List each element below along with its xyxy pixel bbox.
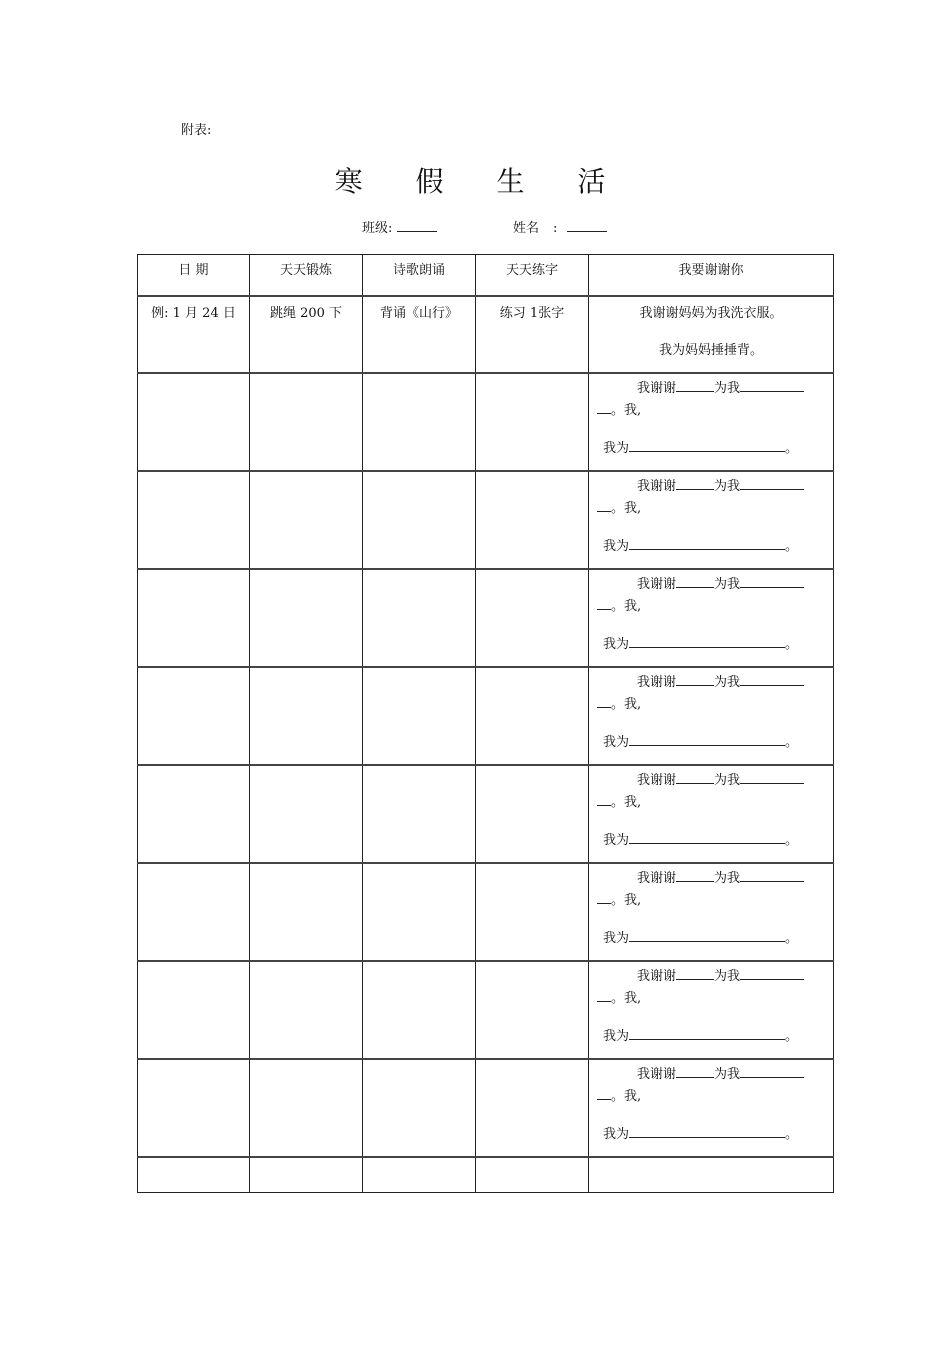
date-cell[interactable] [138,765,250,863]
exercise-cell[interactable] [250,961,363,1059]
thanks-blank-return[interactable] [629,1124,785,1138]
writing-cell[interactable] [476,1059,589,1157]
thanks-blank-cont[interactable] [597,1086,611,1100]
thanks-line1 [597,1064,829,1086]
exercise-cell[interactable] [250,471,363,569]
thanks-template [589,472,833,558]
thanks-part5: 。 [785,735,799,750]
attachment-note: 附表: [181,123,212,138]
thanks-line3 [597,732,829,754]
table-row [138,471,834,569]
thanks-blank-who[interactable] [676,476,714,490]
thanks-part1: 我谢谢 [637,1067,677,1082]
example-exercise: 跳绳 200 下 [250,296,363,373]
thanks-line1 [597,574,829,596]
thanks-part2: 为我 [714,1067,741,1082]
thanks-part4: 我为 [603,1127,630,1142]
thanks-part3: 。我, [611,697,642,712]
example-writing: 练习 1张字 [476,296,589,373]
table-row [138,863,834,961]
thanks-blank-what[interactable] [740,1064,804,1078]
thanks-blank-what[interactable] [740,868,804,882]
thanks-cell[interactable] [589,569,834,667]
exercise-cell[interactable] [250,1157,363,1193]
thanks-line2 [597,694,829,716]
thanks-blank-who[interactable] [676,672,714,686]
thanks-part2: 为我 [714,577,741,592]
thanks-part2: 为我 [714,479,741,494]
example-row [138,296,834,373]
date-cell[interactable] [138,863,250,961]
thanks-blank-cont[interactable] [597,498,611,512]
writing-cell[interactable] [476,765,589,863]
thanks-template [589,962,833,1048]
thanks-cell[interactable] [589,863,834,961]
thanks-line3 [597,830,829,852]
thanks-line2 [597,890,829,912]
class-label: 班级: [362,221,393,236]
example-thanks-line2: 我为妈妈捶捶背。 [658,343,763,358]
thanks-line3 [597,438,829,460]
thanks-blank-what[interactable] [740,672,804,686]
example-thanks [589,296,834,373]
date-cell[interactable] [138,1157,250,1193]
class-field [362,217,437,236]
date-cell[interactable] [138,1059,250,1157]
thanks-blank-what[interactable] [740,476,804,490]
writing-cell[interactable] [476,471,589,569]
thanks-part4: 我为 [603,735,630,750]
thanks-line3 [597,536,829,558]
table-row [138,765,834,863]
thanks-cell[interactable] [589,471,834,569]
thanks-blank-return[interactable] [629,830,785,844]
thanks-blank-cont[interactable] [597,596,611,610]
thanks-part1: 我谢谢 [637,577,677,592]
thanks-blank-cont[interactable] [597,988,611,1002]
thanks-blank-what[interactable] [740,574,804,588]
table-row [138,667,834,765]
date-cell[interactable] [138,569,250,667]
thanks-part4: 我为 [603,637,630,652]
date-cell[interactable] [138,961,250,1059]
thanks-part3: 。我, [611,403,642,418]
thanks-part5: 。 [785,637,799,652]
poem-cell[interactable] [363,569,476,667]
thanks-part1: 我谢谢 [637,381,677,396]
thanks-part1: 我谢谢 [637,773,677,788]
thanks-part3: 。我, [611,1089,642,1104]
header-poem: 诗歌朗诵 [363,255,476,297]
thanks-part3: 。我, [611,795,642,810]
header-exercise: 天天锻炼 [250,255,363,297]
poem-cell[interactable] [363,373,476,471]
thanks-template [589,766,833,852]
thanks-template [589,374,833,460]
exercise-cell[interactable] [250,569,363,667]
thanks-blank-return[interactable] [629,438,785,452]
thanks-part4: 我为 [603,1029,630,1044]
thanks-line2 [597,1086,829,1108]
thanks-part4: 我为 [603,931,630,946]
table-row [138,569,834,667]
thanks-template [589,1060,833,1146]
thanks-cell[interactable] [589,1157,834,1193]
thanks-part2: 为我 [714,871,741,886]
writing-cell[interactable] [476,863,589,961]
thanks-part4: 我为 [603,833,630,848]
thanks-blank-what[interactable] [740,966,804,980]
poem-cell[interactable] [363,961,476,1059]
poem-cell[interactable] [363,1059,476,1157]
table-row [138,961,834,1059]
table-row-empty [138,1157,834,1193]
thanks-part4: 我为 [603,539,630,554]
thanks-blank-cont[interactable] [597,694,611,708]
thanks-template [589,668,833,754]
thanks-part2: 为我 [714,773,741,788]
thanks-part3: 。我, [611,991,642,1006]
poem-cell[interactable] [363,765,476,863]
thanks-part5: 。 [785,1029,799,1044]
table-row [138,1059,834,1157]
header-writing: 天天练字 [476,255,589,297]
date-cell[interactable] [138,373,250,471]
writing-cell[interactable] [476,1157,589,1193]
thanks-blank-return[interactable] [629,732,785,746]
thanks-part5: 。 [785,833,799,848]
thanks-blank-what[interactable] [740,770,804,784]
thanks-line1 [597,868,829,890]
example-date: 例: 1 月 24 日 [138,296,250,373]
poem-cell[interactable] [363,667,476,765]
date-cell[interactable] [138,471,250,569]
thanks-template [589,864,833,950]
thanks-line3 [597,1026,829,1048]
thanks-part4: 我为 [603,441,630,456]
thanks-blank-who[interactable] [676,770,714,784]
thanks-blank-who[interactable] [676,1064,714,1078]
thanks-blank-return[interactable] [629,1026,785,1040]
header-thanks: 我要谢谢你 [589,255,834,297]
name-blank[interactable] [567,219,607,232]
name-label: 姓名 [513,221,540,236]
thanks-part1: 我谢谢 [637,675,677,690]
thanks-cell[interactable] [589,667,834,765]
thanks-line2 [597,792,829,814]
thanks-part5: 。 [785,441,799,456]
name-field [513,217,607,236]
thanks-blank-return[interactable] [629,634,785,648]
thanks-line1 [597,378,829,400]
thanks-blank-cont[interactable] [597,400,611,414]
page-title: 寒 假 生 活 [334,165,628,198]
thanks-part1: 我谢谢 [637,479,677,494]
thanks-blank-who[interactable] [676,378,714,392]
writing-cell[interactable] [476,667,589,765]
thanks-part5: 。 [785,1127,799,1142]
thanks-part1: 我谢谢 [637,871,677,886]
thanks-part2: 为我 [714,969,741,984]
thanks-part3: 。我, [611,893,642,908]
poem-cell[interactable] [363,863,476,961]
thanks-blank-cont[interactable] [597,792,611,806]
exercise-cell[interactable] [250,863,363,961]
exercise-cell[interactable] [250,1059,363,1157]
thanks-line1 [597,770,829,792]
table-row [138,373,834,471]
thanks-line3 [597,928,829,950]
thanks-line3 [597,1124,829,1146]
thanks-blank-cont[interactable] [597,890,611,904]
thanks-line1 [597,476,829,498]
thanks-line2 [597,498,829,520]
header-date: 日 期 [138,255,250,297]
poem-cell[interactable] [363,471,476,569]
thanks-line1 [597,672,829,694]
writing-cell[interactable] [476,961,589,1059]
thanks-part3: 。我, [611,501,642,516]
thanks-cell[interactable] [589,765,834,863]
thanks-blank-what[interactable] [740,378,804,392]
exercise-cell[interactable] [250,765,363,863]
thanks-line2 [597,400,829,422]
writing-cell[interactable] [476,373,589,471]
example-thanks-line1: 我谢谢妈妈为我洗衣服。 [639,306,783,321]
writing-cell[interactable] [476,569,589,667]
thanks-part5: 。 [785,539,799,554]
thanks-cell[interactable] [589,961,834,1059]
thanks-blank-return[interactable] [629,536,785,550]
thanks-line1 [597,966,829,988]
thanks-cell[interactable] [589,373,834,471]
winter-life-table [137,254,834,1193]
thanks-blank-return[interactable] [629,928,785,942]
thanks-template [589,570,833,656]
thanks-part2: 为我 [714,675,741,690]
thanks-line2 [597,596,829,618]
thanks-line3 [597,634,829,656]
class-blank[interactable] [397,219,437,232]
exercise-cell[interactable] [250,373,363,471]
exercise-cell[interactable] [250,667,363,765]
thanks-part3: 。我, [611,599,642,614]
thanks-blank-who[interactable] [676,868,714,882]
thanks-blank-who[interactable] [676,574,714,588]
table-header-row [138,255,834,297]
thanks-part2: 为我 [714,381,741,396]
thanks-line2 [597,988,829,1010]
thanks-part1: 我谢谢 [637,969,677,984]
poem-cell[interactable] [363,1157,476,1193]
example-poem: 背诵《山行》 [363,296,476,373]
thanks-cell[interactable] [589,1059,834,1157]
thanks-blank-who[interactable] [676,966,714,980]
date-cell[interactable] [138,667,250,765]
name-colon: : [553,221,558,236]
thanks-part5: 。 [785,931,799,946]
